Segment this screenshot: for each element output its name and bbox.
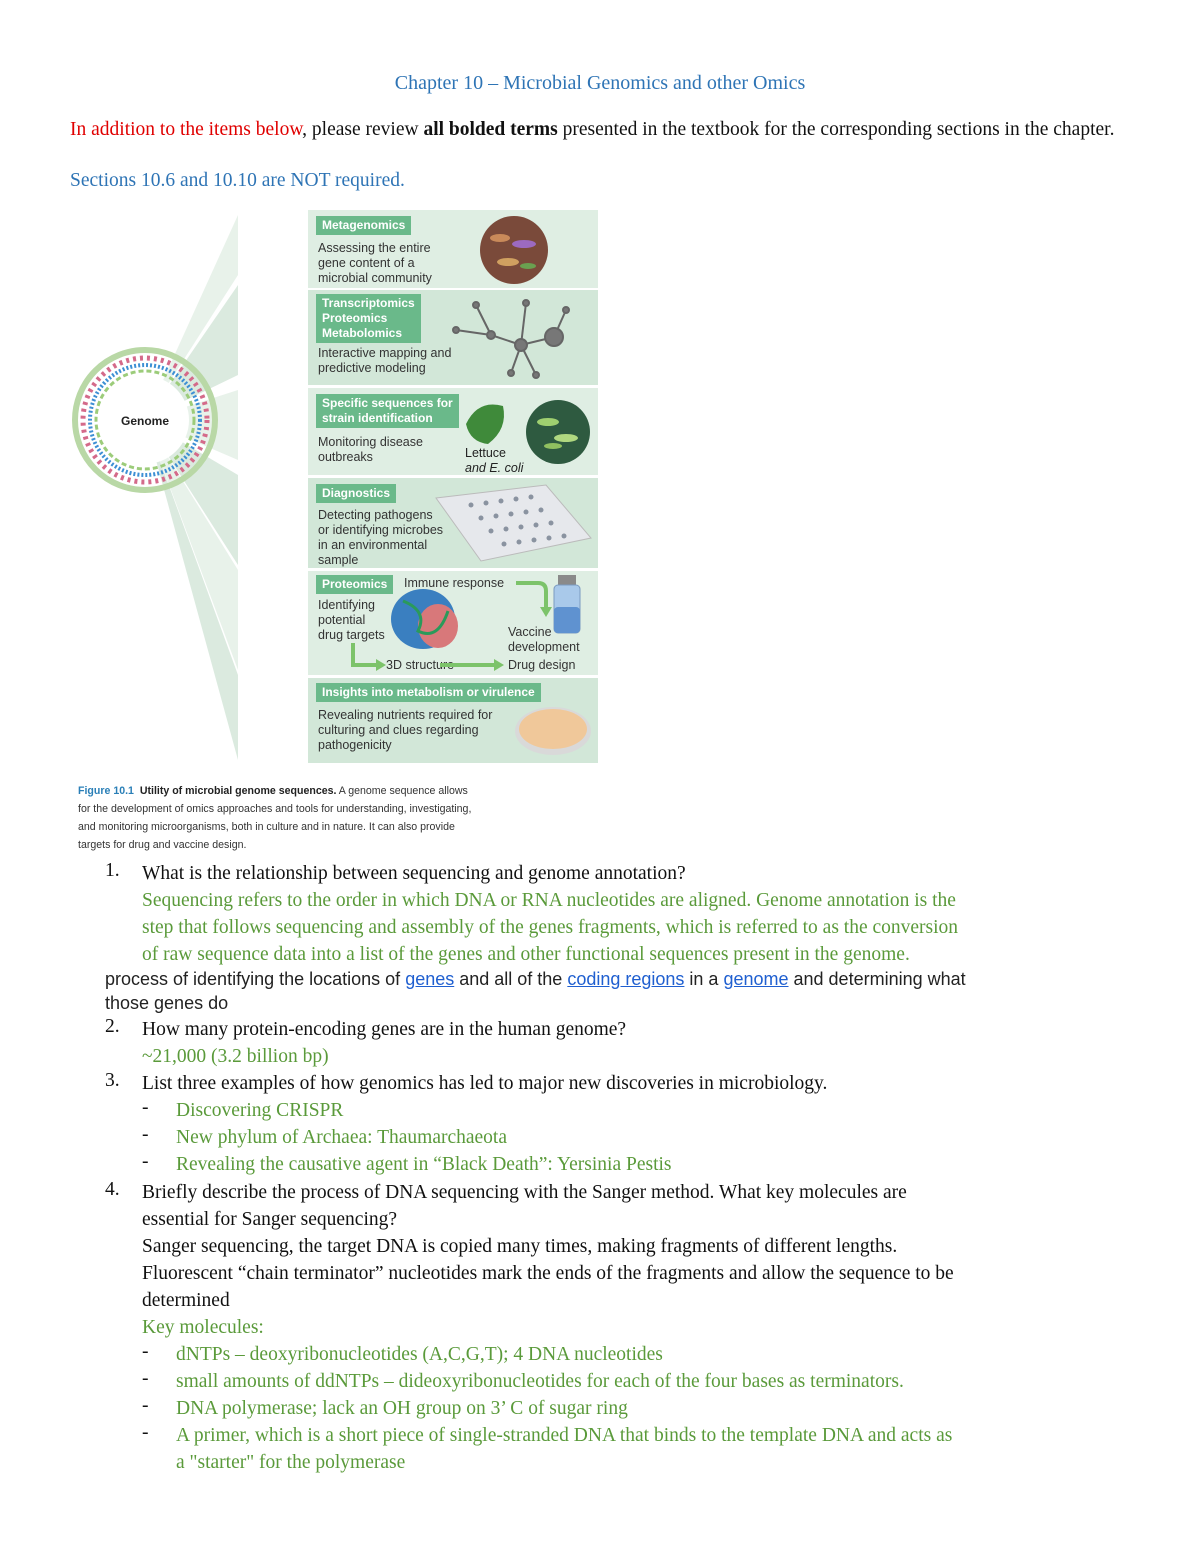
microarray-plate-icon [426, 483, 596, 563]
question-4-bullet [176, 1422, 1136, 1476]
question-4-number: 4. [105, 1179, 120, 1200]
question-line: essential for Sanger sequencing? [142, 1209, 398, 1230]
vaccine-vial-icon [554, 575, 580, 633]
answer-line: of raw sequence data into a list of the genes and other functional sequences present in the genome. [142, 944, 910, 965]
extra-line: Lettuce [465, 446, 507, 460]
answer-line: Fluorescent “chain terminator” nucleotides mark the ends of the fragments and allow the sequence to be [142, 1263, 954, 1284]
bullet-dash: - [142, 1124, 149, 1145]
question-1-answer [142, 887, 1142, 968]
question-line: Briefly describe the process of DNA sequencing with the Sanger method. What key molecules are [142, 1182, 907, 1203]
extra-text: those genes do [105, 993, 229, 1013]
question-3-bullet: New phylum of Archaea: Thaumarchaeota [176, 1127, 508, 1148]
desc-line: gene content of a [318, 256, 415, 270]
figure-10-1 [70, 205, 580, 765]
key-molecules-label: Key molecules: [142, 1317, 264, 1338]
question-4-bullet: DNA polymerase; lack an OH group on 3’ C of sugar ring [176, 1398, 628, 1419]
extra-text: and determining what [788, 969, 966, 989]
desc-line: in an environmental [318, 538, 428, 552]
genome-link[interactable]: genome [723, 969, 789, 989]
sections-note: Sections 10.6 and 10.10 are NOT required. [70, 170, 405, 191]
question-1-number: 1. [105, 860, 120, 881]
panel-strain-identification [308, 388, 598, 475]
question-2-answer: ~21,000 (3.2 billion bp) [142, 1046, 329, 1067]
protein-structure-icon [391, 589, 458, 649]
bullet-dash: - [142, 1151, 149, 1172]
drug-design-label: Drug design [508, 658, 576, 672]
label-line: strain identification [322, 411, 433, 425]
caption-line: targets for drug and vaccine design. [78, 839, 247, 851]
intro-rest-text: presented in the textbook for the corresponding sections in the chapter. [557, 119, 1115, 140]
panel-desc [318, 435, 423, 465]
question-3-bullet: Revealing the causative agent in “Black Death”: Yersinia Pestis [176, 1154, 672, 1175]
intro-paragraph [70, 116, 1140, 143]
lettuce-ecoli-icon [458, 394, 593, 474]
answer-line: Sanger sequencing, the target DNA is copied many times, making fragments of different lengths. [142, 1236, 898, 1257]
panel-metabolism-virulence [308, 678, 598, 763]
caption-line: for the development of omics approaches and tools for understanding, investigating, [78, 803, 472, 815]
panel-desc [318, 241, 432, 286]
figure-caption [78, 782, 538, 854]
intro-mid-text: , please review [302, 119, 424, 140]
petri-dish-icon [513, 703, 593, 758]
answer-line: determined [142, 1290, 230, 1311]
caption-line: and monitoring microorganisms, both in culture and in nature. It can also provide [78, 821, 455, 833]
desc-line: Interactive mapping and [318, 346, 452, 360]
genome-label: Genome [120, 414, 170, 428]
question-4-bullet: small amounts of ddNTPs – dideoxyribonucleotides for each of the four bases as terminators. [176, 1371, 904, 1392]
label-line: Proteomics [322, 311, 388, 325]
page-title: Chapter 10 – Microbial Genomics and other Omics [394, 72, 806, 94]
panel-desc [318, 708, 492, 753]
bullet-line: A primer, which is a short piece of single-stranded DNA that binds to the template DNA and acts as [176, 1425, 953, 1446]
desc-line: drug targets [318, 628, 385, 642]
desc-line: Detecting pathogens [318, 508, 433, 522]
desc-line: culturing and clues regarding [318, 723, 479, 737]
immune-response-label: Immune response [404, 576, 505, 590]
desc-line: potential [318, 613, 366, 627]
bullet-line: a "starter" for the polymerase [176, 1452, 406, 1473]
proteomics-arrows-icon [308, 571, 598, 675]
desc-line: or identifying microbes [318, 523, 444, 537]
intro-bold-text: all bolded terms [423, 119, 558, 140]
desc-line: pathogenicity [318, 738, 392, 752]
vaccine-line: development [508, 640, 580, 654]
figure-number: Figure 10.1 [78, 785, 134, 797]
network-icon [436, 295, 586, 380]
question-2-number: 2. [105, 1016, 120, 1037]
question-3-text: List three examples of how genomics has led to major new discoveries in microbiology. [142, 1073, 828, 1094]
question-3-bullet: Discovering CRISPR [176, 1100, 344, 1121]
extra-text: and all of the [454, 969, 568, 989]
question-4-answer [142, 1233, 1142, 1314]
caption-bold: Utility of microbial genome sequences. [139, 785, 337, 797]
label-line: Metabolomics [322, 326, 403, 340]
extra-text: in a [684, 969, 724, 989]
desc-line: outbreaks [318, 450, 373, 464]
3d-structure-label: 3D structure [386, 658, 455, 672]
panel-label: Insights into metabolism or virulence [316, 683, 541, 702]
answer-line: step that follows sequencing and assembly of the genes fragments, which is referred to as the conversion [142, 917, 959, 938]
bullet-dash: - [142, 1097, 149, 1118]
question-2-text: How many protein-encoding genes are in the human genome? [142, 1019, 627, 1040]
question-3-number: 3. [105, 1070, 120, 1091]
question-4-text [142, 1179, 1142, 1233]
question-1-text: What is the relationship between sequencing and genome annotation? [142, 863, 686, 884]
question-4-bullet: dNTPs – deoxyribonucleotides (A,C,G,T); 4 DNA nucleotides [176, 1344, 663, 1365]
extra-text: process of identifying the locations of [105, 969, 406, 989]
genes-link[interactable]: genes [405, 969, 455, 989]
panel-desc [318, 346, 451, 376]
label-line: Specific sequences for [322, 396, 453, 410]
answer-line: Sequencing refers to the order in which DNA or RNA nucleotides are aligned. Genome annotation is the [142, 890, 956, 911]
intro-red-text: In addition to the items below [70, 119, 303, 140]
caption-line: A genome sequence allows [336, 785, 468, 797]
panel-label: Metagenomics [316, 216, 411, 235]
panel-metagenomics [308, 210, 598, 288]
panel-proteomics [308, 571, 598, 675]
bullet-dash: - [142, 1341, 149, 1362]
bullet-dash: - [142, 1395, 149, 1416]
desc-line: microbial community [318, 271, 432, 285]
vaccine-line: Vaccine [508, 625, 552, 639]
desc-line: Assessing the entire [318, 241, 431, 255]
bullet-dash: - [142, 1368, 149, 1389]
question-1-extra [105, 967, 1115, 1015]
extra-line: and E. coli [465, 461, 524, 475]
desc-line: predictive modeling [318, 361, 426, 375]
panel-omics [308, 290, 598, 385]
panel-desc [318, 508, 443, 568]
desc-line: Revealing nutrients required for [318, 708, 493, 722]
panel-label: Proteomics [316, 575, 393, 594]
bullet-dash: - [142, 1422, 149, 1443]
microbes-image-icon [478, 214, 550, 286]
panel-label [316, 294, 421, 343]
desc-line: sample [318, 553, 359, 567]
panel-label [316, 394, 459, 428]
desc-line: Monitoring disease [318, 435, 423, 449]
panel-label: Diagnostics [316, 484, 396, 503]
panel-diagnostics [308, 478, 598, 568]
coding-regions-link[interactable]: coding regions [567, 969, 685, 989]
label-line: Transcriptomics [322, 296, 415, 310]
desc-line: Identifying [318, 598, 375, 612]
